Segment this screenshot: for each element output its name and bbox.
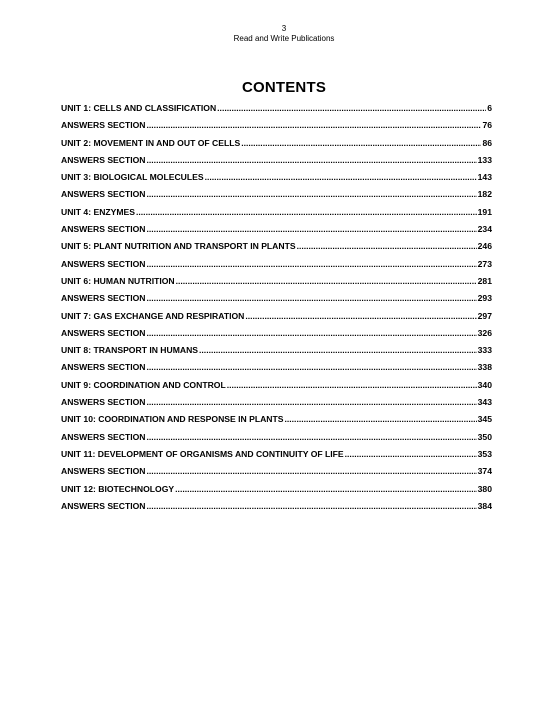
toc-entry-label: UNIT 6: HUMAN NUTRITION [61, 275, 175, 286]
toc-dot-leader [199, 345, 477, 355]
toc-dot-leader [285, 414, 477, 424]
toc-entry[interactable] [61, 380, 492, 397]
toc-entry-label: UNIT 11: DEVELOPMENT OF ORGANISMS AND CONTINUITY OF LIFE [61, 448, 344, 459]
toc-entry-label: UNIT 4: ENZYMES [61, 206, 136, 217]
toc-entry-page-number: 343 [477, 397, 492, 408]
toc-entry-page-number: 234 [477, 224, 492, 235]
publisher-name: Read and Write Publications [233, 34, 335, 43]
toc-dot-leader [147, 259, 477, 269]
toc-entry-page-number: 353 [477, 448, 492, 459]
toc-dot-leader [245, 311, 476, 321]
toc-dot-leader [217, 103, 486, 113]
toc-entry-page-number: 133 [477, 154, 492, 165]
toc-entry-label: UNIT 12: BIOTECHNOLOGY [61, 483, 175, 494]
toc-dot-leader [175, 484, 476, 494]
toc-dot-leader [136, 207, 477, 217]
toc-dot-leader [147, 432, 477, 442]
toc-entry-label: ANSWERS SECTION [61, 431, 146, 442]
toc-entry-label: ANSWERS SECTION [61, 466, 146, 477]
toc-entry-page-number: 384 [477, 500, 492, 511]
toc-entry-label: ANSWERS SECTION [61, 362, 146, 373]
toc-entry-label: ANSWERS SECTION [61, 258, 146, 269]
toc-entry-label: ANSWERS SECTION [61, 327, 146, 338]
toc-entry-page-number: 333 [477, 345, 492, 356]
toc-dot-leader [147, 155, 477, 165]
toc-dot-leader [147, 328, 477, 338]
toc-entry[interactable] [61, 311, 492, 328]
toc-dot-leader [176, 276, 477, 286]
toc-entry[interactable] [61, 103, 492, 120]
toc-entry-page-number: 338 [477, 362, 492, 373]
toc-entry[interactable] [61, 449, 492, 466]
toc-entry-label: UNIT 5: PLANT NUTRITION AND TRANSPORT IN PLANTS [61, 241, 296, 252]
toc-entry-page-number: 191 [477, 206, 492, 217]
toc-entry-page-number: 340 [477, 379, 492, 390]
toc-entry[interactable] [61, 432, 492, 449]
toc-entry[interactable] [61, 259, 492, 276]
toc-entry-label: UNIT 10: COORDINATION AND RESPONSE IN PLANTS [61, 414, 284, 425]
toc-entry-page-number: 281 [477, 275, 492, 286]
toc-dot-leader [147, 466, 477, 476]
toc-entry-label: ANSWERS SECTION [61, 500, 146, 511]
toc-dot-leader [147, 501, 477, 511]
toc-entry-label: UNIT 8: TRANSPORT IN HUMANS [61, 345, 199, 356]
toc-entry[interactable] [61, 189, 492, 206]
page-header [0, 24, 560, 44]
toc-entry[interactable] [61, 397, 492, 414]
toc-entry-page-number: 297 [477, 310, 492, 321]
toc-entry-label: UNIT 9: COORDINATION AND CONTROL [61, 379, 226, 390]
toc-dot-leader [297, 241, 477, 251]
toc-entry[interactable] [61, 155, 492, 172]
toc-entry-label: ANSWERS SECTION [61, 293, 146, 304]
toc-entry-page-number: 86 [482, 137, 492, 148]
toc-entry[interactable] [61, 241, 492, 258]
toc-entry-page-number: 182 [477, 189, 492, 200]
toc-entry-label: UNIT 7: GAS EXCHANGE AND RESPIRATION [61, 310, 245, 321]
toc-entry[interactable] [61, 276, 492, 293]
toc-dot-leader [147, 224, 477, 234]
toc-entry-label: ANSWERS SECTION [61, 397, 146, 408]
toc-entry[interactable] [61, 293, 492, 310]
toc-entry-page-number: 345 [477, 414, 492, 425]
toc-entry-page-number: 273 [477, 258, 492, 269]
toc-entry[interactable] [61, 224, 492, 241]
toc-entry[interactable] [61, 138, 492, 155]
toc-entry-page-number: 246 [477, 241, 492, 252]
toc-entry-label: UNIT 1: CELLS AND CLASSIFICATION [61, 103, 217, 113]
toc-entry-page-number: 293 [477, 293, 492, 304]
toc-entry-label: UNIT 3: BIOLOGICAL MOLECULES [61, 172, 204, 183]
toc-entry-label: ANSWERS SECTION [61, 120, 146, 131]
toc-entry[interactable] [61, 362, 492, 379]
toc-dot-leader [147, 189, 477, 199]
toc-dot-leader [205, 172, 477, 182]
toc-dot-leader [227, 380, 477, 390]
page-title: CONTENTS [241, 79, 327, 96]
page-number: 3 [281, 24, 287, 33]
toc-entry[interactable] [61, 207, 492, 224]
toc-entry-page-number: 76 [482, 120, 492, 131]
toc-dot-leader [345, 449, 477, 459]
toc-entry[interactable] [61, 484, 492, 501]
toc-entry[interactable] [61, 501, 492, 518]
toc-dot-leader [147, 397, 477, 407]
toc-dot-leader [147, 293, 477, 303]
table-of-contents [61, 103, 492, 518]
toc-dot-leader [147, 120, 482, 130]
toc-entry[interactable] [61, 414, 492, 431]
toc-entry[interactable] [61, 328, 492, 345]
toc-entry-label: ANSWERS SECTION [61, 154, 146, 165]
toc-entry-page-number: 6 [487, 103, 492, 113]
toc-entry-label: UNIT 2: MOVEMENT IN AND OUT OF CELLS [61, 137, 241, 148]
toc-entry[interactable] [61, 172, 492, 189]
toc-entry-page-number: 326 [477, 327, 492, 338]
toc-entry-page-number: 380 [477, 483, 492, 494]
toc-entry[interactable] [61, 345, 492, 362]
toc-entry-page-number: 374 [477, 466, 492, 477]
toc-entry-page-number: 143 [477, 172, 492, 183]
toc-entry-label: ANSWERS SECTION [61, 189, 146, 200]
toc-dot-leader [241, 138, 481, 148]
toc-entry[interactable] [61, 120, 492, 137]
toc-entry-page-number: 350 [477, 431, 492, 442]
toc-dot-leader [147, 362, 477, 372]
toc-entry-label: ANSWERS SECTION [61, 224, 146, 235]
toc-entry[interactable] [61, 466, 492, 483]
